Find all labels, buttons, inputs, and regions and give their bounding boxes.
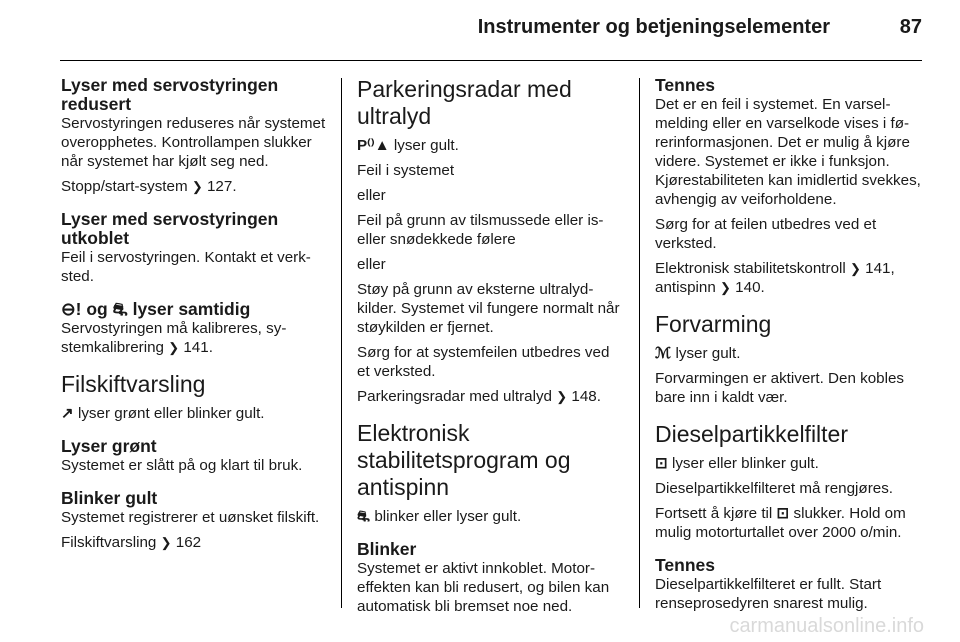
heading-blinker-gult: Blinker gult xyxy=(61,488,158,508)
text-eller: eller xyxy=(357,187,386,204)
text-sorg: Sørg for at feilen utbedres ved et verksted. xyxy=(655,216,877,252)
text-redusert: Servostyringen reduseres når systemet overopphetes. Kontrollampen slukker når systemet har kjølt seg ned. xyxy=(61,115,326,170)
heading-parkering: Parkeringsradar med ultralyd xyxy=(357,76,572,129)
text-tennes-2: Dieselpartikkelfilteret er fullt. Start renseprosedyren snarest mulig. xyxy=(655,576,882,612)
text-forvarming: Forvarmingen er aktivert. Den kobles bare inn i kaldt vær. xyxy=(655,370,905,406)
ref-arrow-icon: ❯ xyxy=(191,179,203,194)
heading-blinker: Blinker xyxy=(357,539,417,559)
xref-samtidig[interactable]: Servostyringen må kalibreres, systemkalibrering ❯ 141. xyxy=(61,320,287,356)
text-filskift-symbol: ↗ lyser grønt eller blinker gult. xyxy=(61,405,265,422)
heading-forvarming: Forvarming xyxy=(655,311,772,337)
text-utkoblet: Feil i servostyringen. Kontakt et verksted. xyxy=(61,249,311,285)
ref-arrow-icon: ❯ xyxy=(850,261,861,276)
text-eller: eller xyxy=(357,256,386,273)
heading-redusert: Lyser med servostyringen redusert xyxy=(61,75,279,114)
page-number: 87 xyxy=(899,16,922,38)
page-header xyxy=(0,0,960,60)
heading-esp: Elektronisk stabilitetsprogram og antispinn xyxy=(357,420,571,500)
text-blinker: Systemet er aktivt innkoblet. Motoreffekten kan bli redusert, og bilen kan automatisk bli bremset noe ned. xyxy=(357,560,610,615)
text-esp-symbol: ⛐ blinker eller lyser gult. xyxy=(357,508,522,525)
lane-departure-icon: ↗ xyxy=(61,405,74,422)
ref-arrow-icon: ❯ xyxy=(160,535,172,550)
header-title: Instrumenter og betjeningselementer xyxy=(477,16,830,38)
text-gront: Systemet er slått på og klart til bruk. xyxy=(61,457,303,474)
heading-tennes-2: Tennes xyxy=(655,555,715,575)
heading-samtidig: ⊖! og ⛐ lyser samtidig xyxy=(61,299,251,319)
text-stoy: Støy på grunn av eksterne ultralydkilder. Systemet vil fungere normalt når støykilden er fjernet. xyxy=(357,281,620,336)
text-forvarming-symbol: ℳ lyser gult. xyxy=(655,345,741,362)
glow-plug-icon: ℳ xyxy=(655,345,672,362)
ref-arrow-icon: ❯ xyxy=(720,280,731,295)
text-diesel-symbol: ⊡ lyser eller blinker gult. xyxy=(655,455,819,472)
heading-utkoblet: Lyser med servostyringen utkoblet xyxy=(61,209,279,248)
column-3 xyxy=(655,76,923,613)
page-footer xyxy=(0,614,960,642)
column-divider xyxy=(341,78,342,608)
heading-gront: Lyser grønt xyxy=(61,436,157,456)
xref-esc[interactable]: Elektronisk stabilitetskontroll ❯ 141, antispinn ❯ 140. xyxy=(655,260,895,296)
heading-tennes: Tennes xyxy=(655,75,715,95)
xref-parkering[interactable]: Parkeringsradar med ultralyd ❯ 148. xyxy=(357,388,601,405)
diesel-filter-icon: ⊡ xyxy=(776,505,790,522)
text-sorg: Sørg for at systemfeilen utbedres ved et verksted. xyxy=(357,344,610,380)
column-2 xyxy=(357,76,623,616)
ref-arrow-icon: ❯ xyxy=(168,340,180,355)
steering-warning-icon: ⊖! xyxy=(61,299,82,319)
esp-icon: ⛐ xyxy=(112,299,128,319)
text-tennes: Det er en feil i systemet. En varselmelding eller en varselkode vises i førerinformasjonen. Det er mulig å kjøre videre. Systemet er ikke i funksjon. Kjørestabiliteten kan imidlertid svekkes, avhengig av veiforholdene. xyxy=(655,96,921,208)
column-1 xyxy=(61,76,327,552)
text-blinker-gult: Systemet registrerer et uønsket filskift. xyxy=(61,509,320,526)
heading-diesel: Dieselpartikkelfilter xyxy=(655,421,849,447)
text-fortsett: Fortsett å kjøre til ⊡ slukker. Hold om mulig motorturtallet over 2000 o/min. xyxy=(655,505,906,541)
parking-radar-icon: P⁽⁾▲ xyxy=(357,137,390,154)
heading-filskift: Filskiftvarsling xyxy=(61,371,206,397)
header-rule xyxy=(60,60,922,61)
xref-filskift[interactable]: Filskiftvarsling ❯ 162 xyxy=(61,534,202,551)
watermark: carmanualsonline.info xyxy=(729,615,924,637)
ref-arrow-icon: ❯ xyxy=(556,389,568,404)
text-tilsmussede: Feil på grunn av tilsmussede eller iseller snødekkede følere xyxy=(357,212,604,248)
text-rengjores: Dieselpartikkelfilteret må rengjøres. xyxy=(655,480,894,497)
text-park-symbol: P⁽⁾▲ lyser gult. xyxy=(357,137,459,154)
column-divider xyxy=(639,78,640,608)
text-feil: Feil i systemet xyxy=(357,162,455,179)
esp-icon: ⛐ xyxy=(357,508,371,525)
diesel-filter-icon: ⊡ xyxy=(655,455,668,472)
xref-stopstart[interactable]: Stopp/start-system ❯ 127. xyxy=(61,178,237,195)
